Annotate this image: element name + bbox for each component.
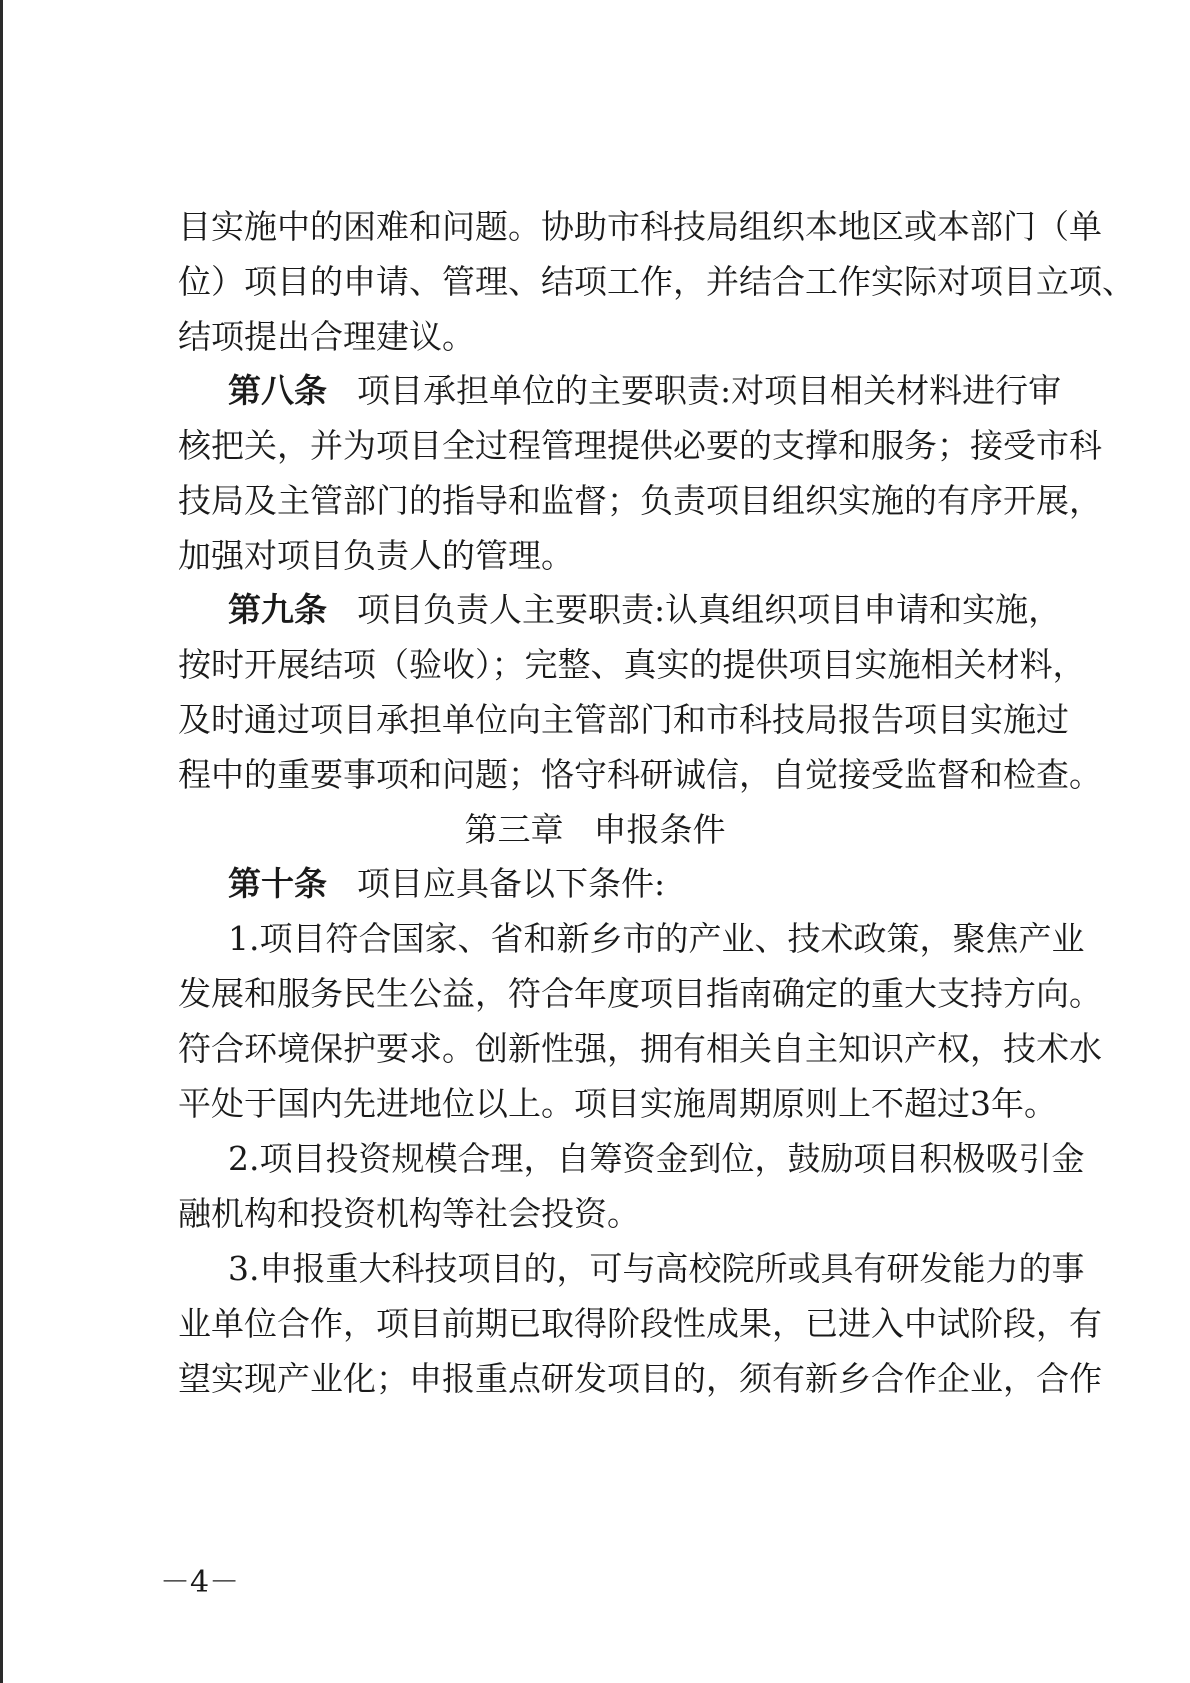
chapter-heading (0, 810, 1190, 850)
body-line: 平处于国内先进地位以上。项目实施周期原则上不超过3年。 (178, 1084, 1057, 1123)
article-9-text: 项目负责人主要职责:认真组织项目申请和实施， (357, 590, 1062, 629)
item-3-line: 3.申报重大科技项目的，可与高校院所或具有研发能力的事 (228, 1249, 1085, 1288)
body-line: 按时开展结项（验收）；完整、真实的提供项目实施相关材料， (178, 645, 1086, 684)
body-line: 及时通过项目承担单位向主管部门和市科技局报告项目实施过 (178, 700, 1069, 739)
body-line: 融机构和投资机构等社会投资。 (178, 1194, 640, 1233)
body-line: 程中的重要事项和问题；恪守科研诚信，自觉接受监督和检查。 (178, 755, 1102, 794)
article-10-intro: 项目应具备以下条件: (357, 864, 666, 903)
body-line: 结项提出合理建议。 (178, 317, 475, 356)
body-line: 发展和服务民生公益，符合年度项目指南确定的重大支持方向。 (178, 974, 1102, 1013)
body-line: 核把关，并为项目全过程管理提供必要的支撑和服务；接受市科 (178, 426, 1102, 465)
article-9-heading: 第九条 (228, 590, 327, 629)
chapter-number: 第三章 (464, 810, 564, 849)
body-line: 符合环境保护要求。创新性强，拥有相关自主知识产权，技术水 (178, 1029, 1102, 1068)
page-number: －4－ (160, 1565, 240, 1600)
item-2-line: 2.项目投资规模合理，自筹资金到位，鼓励项目积极吸引金 (228, 1139, 1085, 1178)
body-line: 技局及主管部门的指导和监督；负责项目组织实施的有序开展， (178, 481, 1102, 520)
article-8-first-line (228, 371, 1062, 411)
body-line: 加强对项目负责人的管理。 (178, 536, 574, 575)
article-9-first-line (228, 590, 1062, 630)
body-line: 目实施中的困难和问题。协助市科技局组织本地区或本部门（单 (178, 207, 1102, 246)
article-10-first-line (228, 864, 1040, 904)
article-10-heading: 第十条 (228, 864, 327, 903)
item-1-line: 1.项目符合国家、省和新乡市的产业、技术政策，聚焦产业 (228, 919, 1085, 958)
article-8-heading: 第八条 (228, 371, 327, 410)
chapter-title: 申报条件 (593, 810, 726, 849)
body-line: 业单位合作，项目前期已取得阶段性成果，已进入中试阶段，有 (178, 1304, 1102, 1343)
body-line: 位）项目的申请、管理、结项工作，并结合工作实际对项目立项、 (178, 262, 1135, 301)
article-8-text: 项目承担单位的主要职责:对项目相关材料进行审 (357, 371, 1062, 410)
body-line: 望实现产业化；申报重点研发项目的，须有新乡合作企业，合作 (178, 1359, 1102, 1398)
